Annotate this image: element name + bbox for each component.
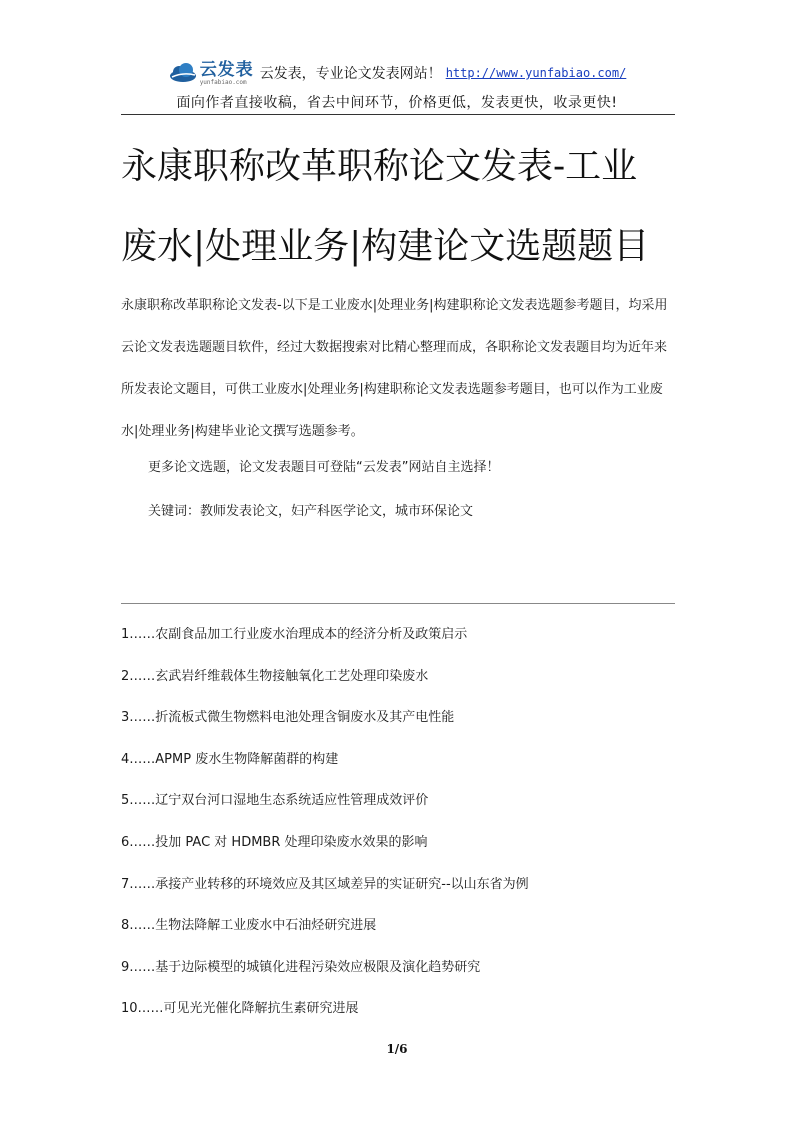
site-tagline: 面向作者直接收稿，省去中间环节，价格更低，发表更快，收录更快! [176,95,618,111]
site-header [0,58,794,88]
site-url-link[interactable]: http://www.yunfabiao.com/ [445,66,627,80]
logo-domain: yunfabiao.com [199,78,247,86]
list-item: 9……基于边际模型的城镇化进程污染效应极限及演化趋势研究 [121,959,481,975]
document-title-line-1: 永康职称改革职称论文发表-工业 [121,146,638,187]
list-item: 2……玄武岩纤维载体生物接触氧化工艺处理印染废水 [121,668,429,684]
list-item: 5……辽宁双台河口湿地生态系统适应性管理成效评价 [121,793,429,809]
list-item: 3……折流板式微生物燃料电池处理含铜废水及其产电性能 [121,710,455,726]
list-item: 8……生物法降解工业废水中石油烃研究进展 [121,918,377,934]
topic-list [121,622,677,1038]
list-divider [121,603,675,604]
list-item: 1……农副食品加工行业废水治理成本的经济分析及政策启示 [121,627,468,642]
intro-paragraph: 永康职称改革职称论文发表-以下是工业废水|处理业务|构建职称论文发表选题参考题目，均采用云论文发表选题题目软件，经过大数据搜索对比精心整理而成，各职称论文发表题目均为近年来所发表论文题目，可供工业废水|处理业务|构建职称论文发表选题参考题目，也可以作为工业废水|处理业务|构建毕业论文撰写选题参考。 [121,298,668,439]
list-item: 4……APMP 废水生物降解菌群的构建 [121,751,339,767]
list-item: 7……承接产业转移的环境效应及其区域差异的实证研究--以山东省为例 [121,876,529,892]
list-item: 10……可见光光催化降解抗生素研究进展 [121,1001,359,1017]
logo-name: 云发表 [199,59,254,80]
cloud-icon [168,62,198,84]
header-divider [121,114,675,115]
keywords-line: 关键词：教师发表论文，妇产科医学论文，城市环保论文 [148,504,474,519]
site-slogan: 云发表，专业论文发表网站！ [259,66,442,82]
list-item: 6……投加 PAC 对 HDMBR 处理印染废水效果的影响 [121,834,428,850]
document-title-line-2: 废水|处理业务|构建论文选题题目 [121,226,650,267]
more-topics-note: 更多论文选题，论文发表题目可登陆“云发表”网站自主选择！ [148,460,500,475]
site-logo[interactable] [168,61,254,86]
page-number: 1/6 [386,1042,408,1056]
